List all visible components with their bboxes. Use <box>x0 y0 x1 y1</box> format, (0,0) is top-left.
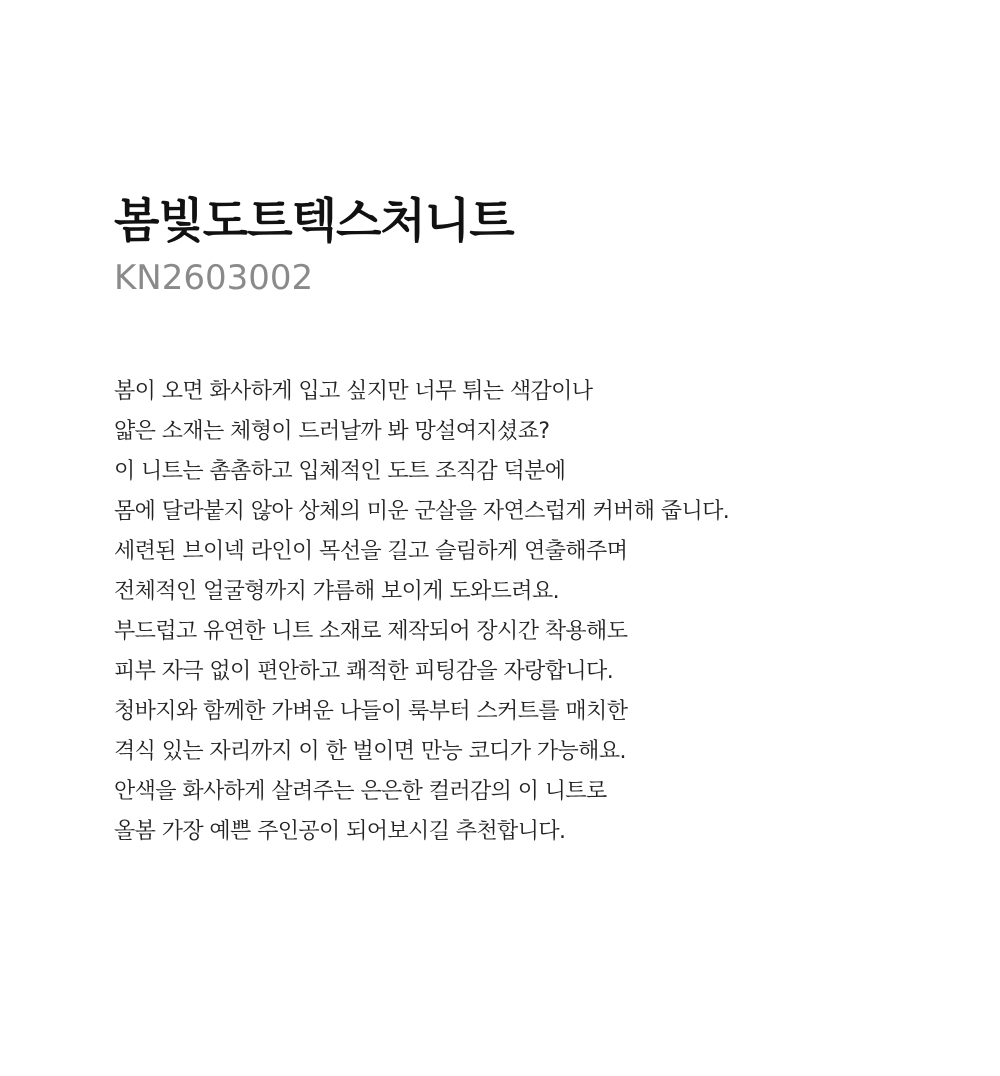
description-line: 안색을 화사하게 살려주는 은은한 컬러감의 이 니트로 <box>114 779 607 804</box>
product-code: KN2603002 <box>114 258 314 298</box>
description-line: 전체적인 얼굴형까지 갸름해 보이게 도와드려요. <box>114 579 560 604</box>
description-line: 봄이 오면 화사하게 입고 싶지만 너무 튀는 색감이나 <box>114 379 593 404</box>
product-title: 봄빛도트텍스처니트 <box>114 194 514 249</box>
description-line: 올봄 가장 예쁜 주인공이 되어보시길 추천합니다. <box>114 819 566 844</box>
description-line: 얇은 소재는 체형이 드러날까 봐 망설여지셨죠? <box>114 419 550 444</box>
description-line: 피부 자극 없이 편안하고 쾌적한 피팅감을 자랑합니다. <box>114 659 614 684</box>
product-header <box>114 190 934 302</box>
description-line: 몸에 달라붙지 않아 상체의 미운 군살을 자연스럽게 커버해 줍니다. <box>114 499 730 524</box>
description-line: 격식 있는 자리까지 이 한 벌이면 만능 코디가 가능해요. <box>114 739 626 764</box>
description-line: 세련된 브이넥 라인이 목선을 길고 슬림하게 연출해주며 <box>114 539 628 564</box>
description-line: 청바지와 함께한 가벼운 나들이 룩부터 스커트를 매치한 <box>114 699 628 724</box>
description-line: 부드럽고 유연한 니트 소재로 제작되어 장시간 착용해도 <box>114 619 628 644</box>
description-line: 이 니트는 촘촘하고 입체적인 도트 조직감 덕분에 <box>114 459 566 484</box>
product-description <box>114 372 974 852</box>
